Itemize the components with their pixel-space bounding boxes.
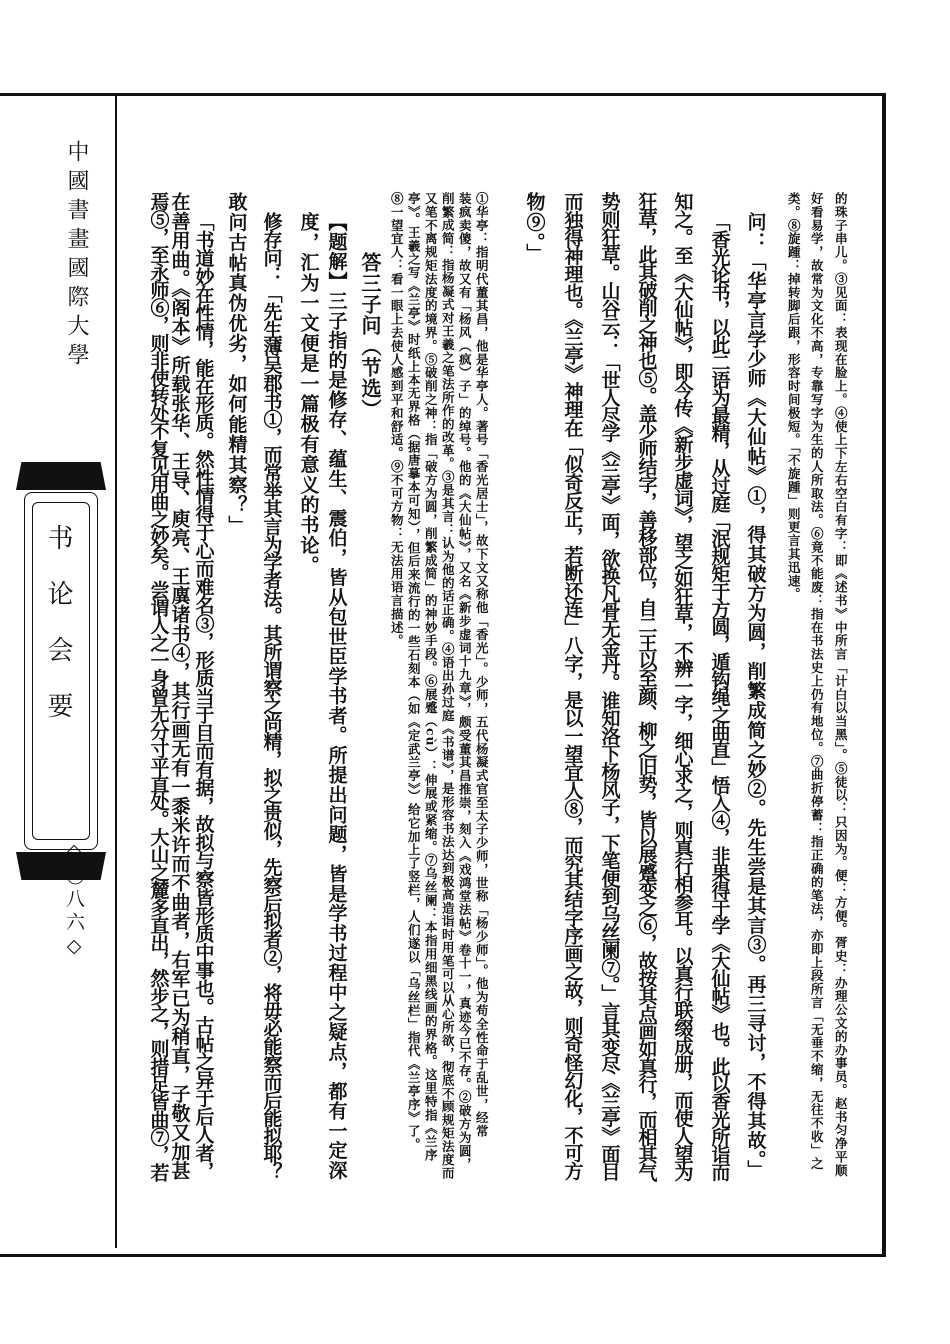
- text-column: 装疯卖傻，故又有「杨风（疯）子」的绰号。他的《大仙帖》，又名《新步虚词十九章》，颇受董其昌推崇，刻入《戏鸿堂法帖》卷十一，真迹今已不存。②破方为圆，: [457, 192, 473, 1172]
- text-column: 焉⑤，至永师⑥，则非使转处不复见用曲之妙矣。尝谓人之一身曾无分寸平直处。大山之麓多直出，然步之，则措足皆曲⑦，若: [147, 192, 170, 1181]
- text-column: 「香光论书，以此二语为最精，从过庭「泯规矩于方圆，遁钩绳之曲直」悟入④，非果得于学《大仙帖》也。此以香光所诣而: [708, 212, 731, 1181]
- text-column: 狂草，此其破削之神也⑤。盖少师结字，善移部位，自二王以至颜、柳之旧势，皆以展蹙变之⑥，故按其点画如真行，而相其气: [635, 192, 658, 1181]
- book-title-block: [16, 462, 106, 880]
- text-column: 亭》。王羲之写《兰亭》时纸上本无界格（据唐摹本可知），但后来流行的一些石刻本（如《定武兰亭》）给它加上了竖栏，人们遂以「乌丝栏」指代《兰亭序》了。: [406, 192, 422, 1152]
- margin-divider: [115, 96, 117, 1248]
- text-column: 好看易学，故常为文化不高，专靠写字为生的人所取法。⑥竟不能废：指在书法史上仍有地位。⑦曲折停蓄：指正确的笔法，亦即上段所言「无垂不缩，无往不收」之: [809, 192, 825, 1171]
- text-column: 削繁成简：指杨凝式对王羲之笔法所作的改革。③是其言：认为他的话正确。④语出孙过庭《书谱》，是形容书法达到极高造诣时用笔可以从心所欲，彻底不顾规矩法度而: [440, 192, 456, 1180]
- text-column: 物⑨。」: [523, 192, 546, 264]
- text-column: 修存问：「先生薄吴郡书①，而常举其言为学者法。其所谓察之尚精，拟之贵似，先察后拟者②，将毋必能察而后能拟耶？: [260, 212, 283, 1180]
- text-column: ①华亭：指明代董其昌，他是华亭人。著号「香光居士」，故下文又称他「香光」。少师，五代杨凝式官至太子少师，世称「杨少师」。他为苟全性命于乱世，经常: [474, 192, 490, 1139]
- section-heading: 答三子问（节选）: [358, 252, 382, 420]
- text-column: 问：「华亭言学少师《大仙帖》①，得其破方为圆，削繁成简之妙②。先生尝是其言③。再三寻讨，不得其故。」: [744, 212, 767, 1180]
- text-column: ⑧一望宜人：看一眼上去使人感到平和舒适。⑨不可方物：无法用语言描述。: [389, 192, 405, 648]
- college-name: 中國書畫國際大學: [64, 140, 89, 372]
- text-column: 「书道妙在性情，能在形质。然性情得于心而难名③，形质当于目而有据，故拟与察皆形质中事也。古帖之异于后人者，: [192, 212, 215, 1180]
- text-column: 【题解】三子指的是修存、蕴生、震伯，皆从包世臣学书者。所提出问题，皆是学书过程中之疑点，都有一定深: [325, 212, 348, 1180]
- title-ornament-top: [16, 462, 106, 490]
- page-number: ◇〇八六◇: [63, 840, 85, 961]
- text-column: 在善用曲。《阁本》所载张华、王导、庾亮、王廙诸书④，其行画无有一黍米许而不曲者，右军已为稍直，子敬又加甚: [168, 192, 191, 1180]
- text-column: 知之。至《大仙帖》，即今传《新步虚词》，望之如狂草，不辨一字，细心求之，则真行相参耳。以真行联缀成册，而使人望为: [671, 192, 694, 1181]
- text-column: 敢问古帖真伪优劣，如何能精其察？」: [225, 192, 248, 536]
- text-column: 的珠子串儿。③见面：表现在脸上。④使上下左右空白有字：即《述书》中所言「计白以当黑」。⑤徒以：只因为。便：方便。胥史：办理公文的办事员。赵书匀净平顺: [833, 192, 849, 1178]
- text-column: 类。⑧旋踵：掉转脚后跟，形容时间极短。「不旋踵」则更言其迅速。: [786, 192, 802, 602]
- book-title: 书论会要: [43, 524, 73, 748]
- text-column: 又笔不离规矩法度的境界。⑤破削之神：指「破方为圆，削繁成简」的神妙手段。⑥展蹙（cù）：伸展或紧缩。⑦乌丝阑：本指用细黑线画的界格。这里特指《兰序: [423, 192, 439, 1162]
- text-column: 度，汇为一文便是一篇极有意义的书论。: [297, 212, 320, 576]
- text-column: 势则狂草。山谷云：「世人尽学《兰亭》面，欲换凡骨无金丹。谁知洛下杨风子，下笔便到乌丝阑⑦。」言其变尽《兰亭》面目: [598, 192, 621, 1180]
- text-column: 而独得神理也。《兰亭》神理在「似奇反正，若断还连」八字，是以一望宜人⑧，而究其结字序画之故，则奇怪幻化，不可方: [561, 192, 584, 1180]
